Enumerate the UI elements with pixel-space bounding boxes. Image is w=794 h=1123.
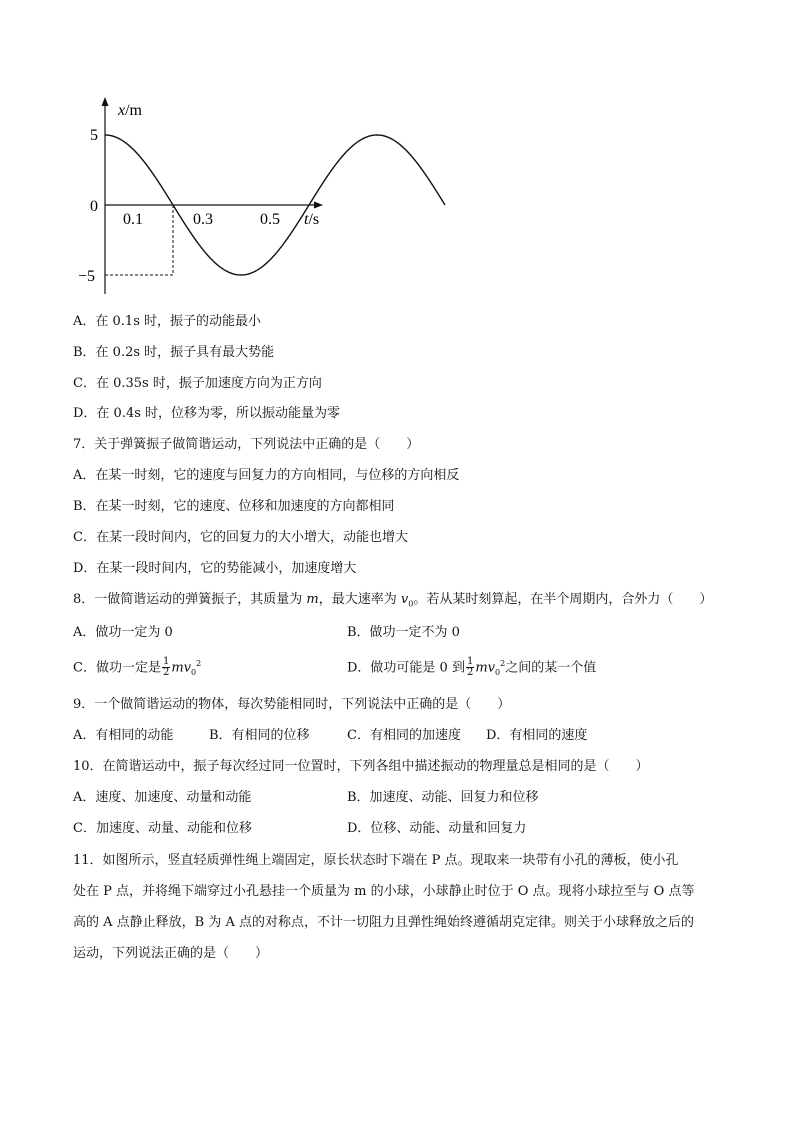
q7-option-d: D．在某一段时间内，它的势能减小，加速度增大: [73, 561, 357, 576]
q8-stem: 8．一做简谐运动的弹簧振子，其质量为 m，最大速率为 $v_0$。若从某时刻算起，在半个周期内，合外力（ ）: [73, 592, 713, 609]
q9-option-b: B．有相同的位移: [209, 728, 310, 743]
q6-option-b: B．在 0.2s 时，振子具有最大势能: [73, 345, 275, 360]
displacement-time-graph: [80, 94, 340, 299]
y-tick-5: 5: [90, 127, 98, 144]
y-axis-label: x/m: [118, 102, 142, 119]
q6-option-d: D．在 0.4s 时，位移为零，所以振动能量为零: [73, 406, 341, 421]
q9-option-a: A．有相同的动能: [73, 728, 174, 743]
q11-stem-line-1: 11．如图所示，竖直轻质弹性绳上端固定，原长状态时下端在 P 点。现取来一块带有小孔的薄板，使小孔: [73, 853, 679, 868]
q9-option-c: C．有相同的加速度: [347, 728, 461, 743]
q9-option-d: D．有相同的速度: [486, 728, 588, 743]
x-tick-0-3: 0.3: [193, 211, 213, 228]
q7-stem: 7．关于弹簧振子做简谐运动，下列说法中正确的是（ ）: [73, 437, 420, 452]
q6-option-c: C．在 0.35s 时，振子加速度方向为正方向: [73, 376, 322, 391]
fraction-half: $\frac{1}{2}$: [466, 656, 474, 679]
y-axis-arrow: [102, 97, 109, 106]
q8-option-c: C．做功一定是 $\frac{1}{2}$ $mv_0^2$: [73, 656, 202, 679]
q7-option-b: B．在某一时刻，它的速度、位移和加速度的方向都相同: [73, 499, 395, 514]
q10-option-d: D．位移、动能、动量和回复力: [347, 821, 527, 836]
q11-stem-line-3: 高的 A 点静止释放，B 为 A 点的对称点，不计一切阻力且弹性绳始终遵循胡克定律。则关于小球释放之后的: [73, 915, 694, 930]
x-axis-label: t/s: [304, 211, 320, 228]
q10-option-b: B．加速度、动能、回复力和位移: [347, 790, 539, 805]
q7-option-c: C．在某一段时间内，它的回复力的大小增大，动能也增大: [73, 530, 408, 545]
q10-stem: 10．在简谐运动中，振子每次经过同一位置时，下列各组中描述振动的物理量总是相同的是（ ）: [73, 759, 649, 774]
fraction-half: $\frac{1}{2}$: [162, 656, 170, 679]
x-tick-0-5: 0.5: [260, 211, 280, 228]
q6-option-a: A．在 0.1s 时，振子的动能最小: [73, 314, 261, 329]
x-tick-0-1: 0.1: [123, 211, 143, 228]
y-tick-neg5: −5: [78, 268, 96, 285]
q10-option-a: A．速度、加速度、动量和动能: [73, 790, 252, 805]
q9-stem: 9．一个做简谐运动的物体，每次势能相同时，下列说法中正确的是（ ）: [73, 697, 511, 712]
q8-option-a: A．做功一定为 0: [73, 625, 173, 640]
y-tick-0: 0: [90, 198, 98, 215]
q11-stem-line-2: 处在 P 点，并将绳下端穿过小孔悬挂一个质量为 m 的小球，小球静止时位于 O 点。现将小球拉至与 O 点等: [73, 884, 695, 899]
q10-option-c: C．加速度、动量、动能和位移: [73, 821, 252, 836]
q8-option-b: B．做功一定不为 0: [347, 625, 460, 640]
q11-stem-line-4: 运动，下列说法正确的是（ ）: [73, 946, 269, 961]
q8-option-d: D．做功可能是 0 到 $\frac{1}{2}$ $mv_0^2$之间的某一个值: [347, 656, 597, 679]
q7-option-a: A．在某一时刻，它的速度与回复力的方向相同，与位移的方向相反: [73, 468, 460, 483]
x-axis-arrow: [314, 202, 323, 209]
